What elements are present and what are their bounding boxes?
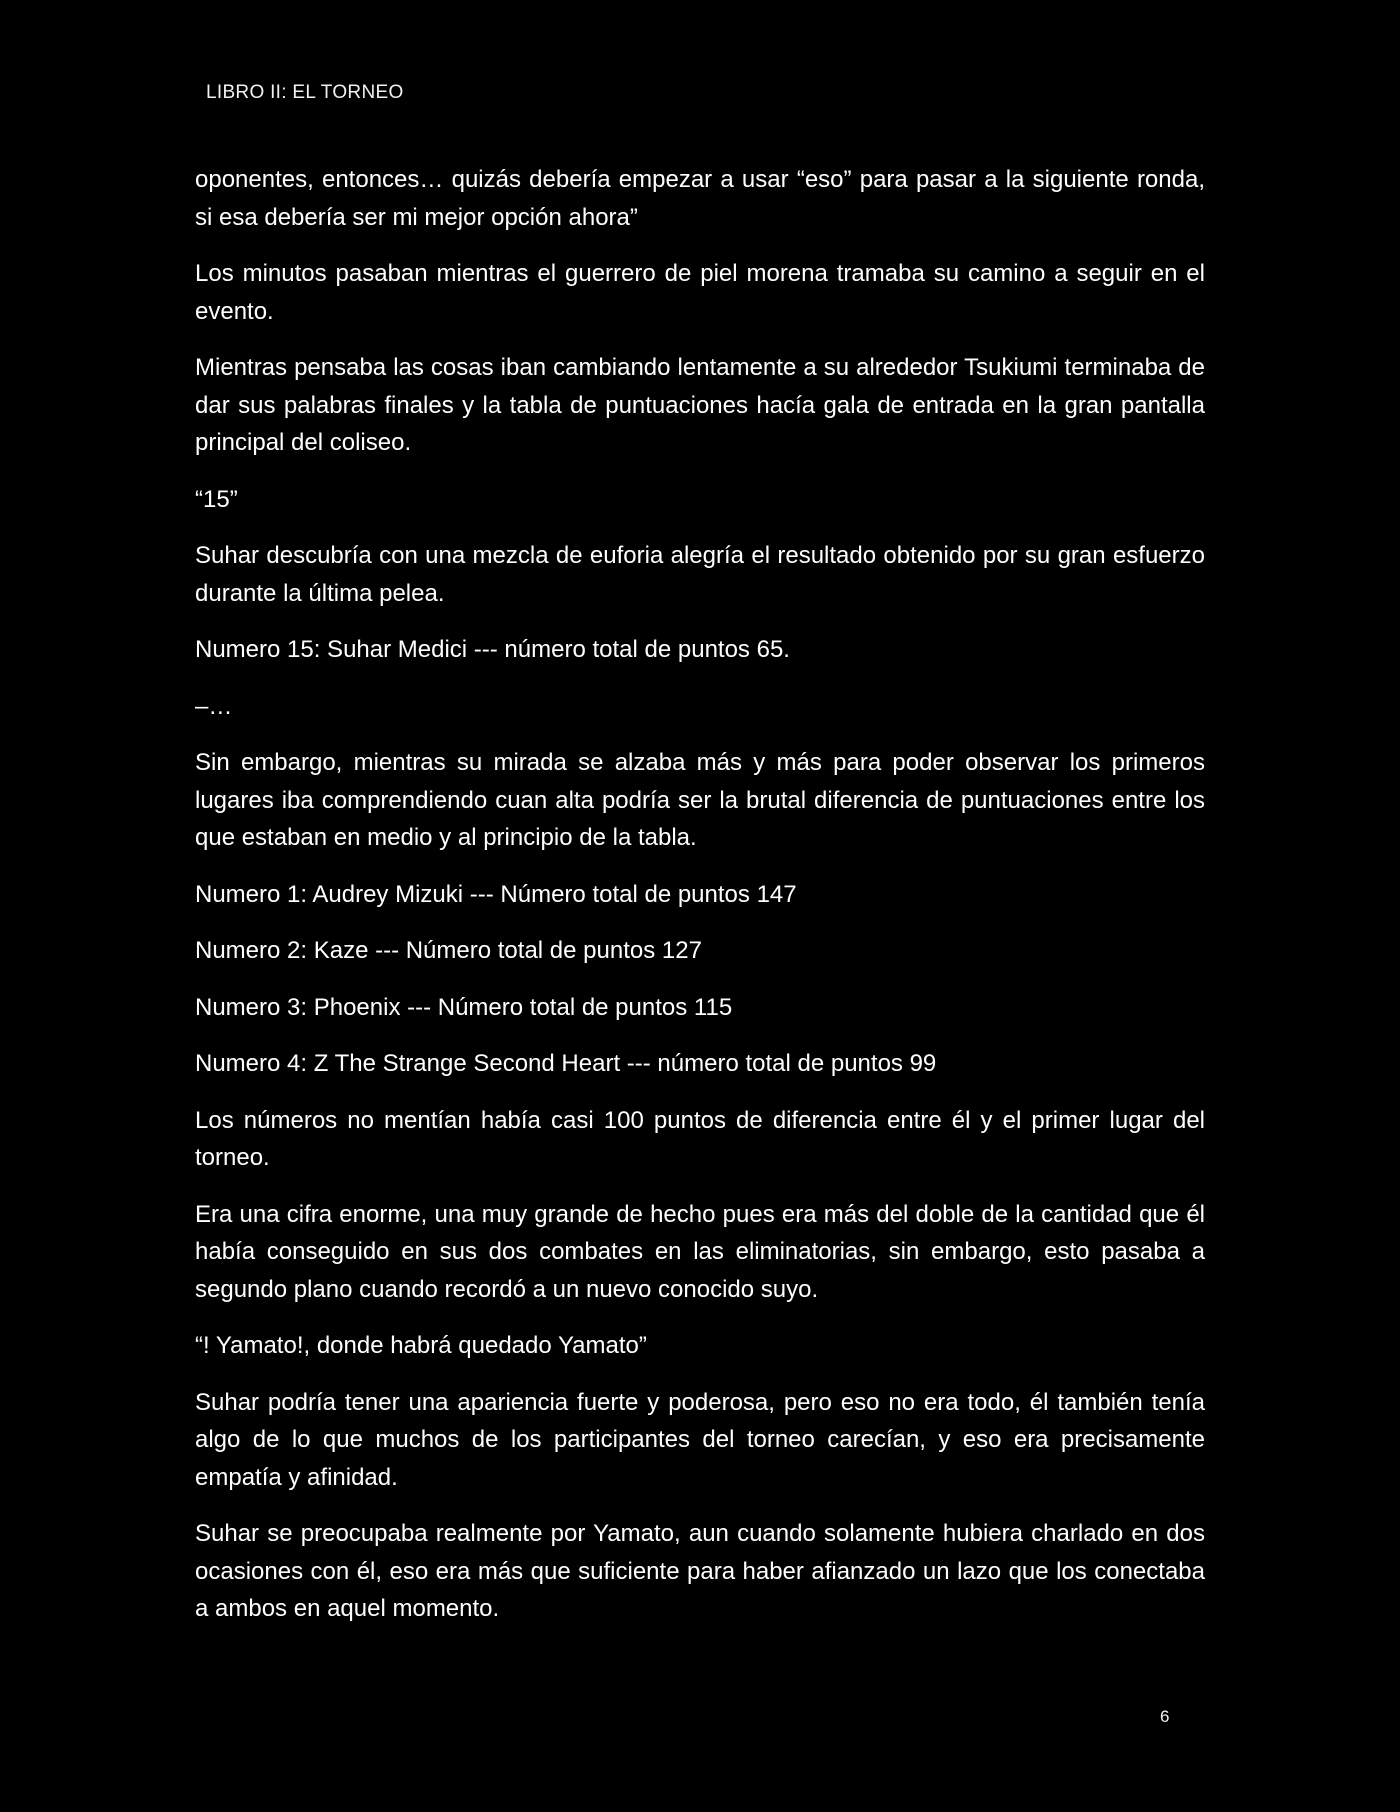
paragraph: Era una cifra enorme, una muy grande de hecho pues era más del doble de la cantidad que él había conseguido en sus dos combates en las eliminatorias, sin embargo, esto pasaba a segundo plano cuando recordó a un nuevo conocido suyo. xyxy=(195,1200,1205,1303)
page-body xyxy=(195,161,1205,1647)
score-line: Numero 1: Audrey Mizuki --- Número total de puntos 147 xyxy=(195,880,797,908)
running-header: LIBRO II: EL TORNEO xyxy=(206,82,404,103)
paragraph: Mientras pensaba las cosas iban cambiando lentamente a su alrededor Tsukiumi terminaba de dar sus palabras finales y la tabla de puntuaciones hacía gala de entrada en la gran pantalla principal del coliseo. xyxy=(195,354,1205,456)
dialogue-line: “15” xyxy=(195,485,238,513)
paragraph: Suhar podría tener una apariencia fuerte y poderosa, pero eso no era todo, él también tenía algo de lo que muchos de los participantes del torneo carecían, y eso era precisamente empatía y afinidad. xyxy=(195,1388,1205,1491)
paragraph: oponentes, entonces… quizás debería empezar a usar “eso” para pasar a la siguiente ronda, si esa debería ser mi mejor opción ahora” xyxy=(195,166,1205,231)
paragraph: Los minutos pasaban mientras el guerrero de piel morena tramaba su camino a seguir en el evento. xyxy=(195,260,1205,325)
page-number: 6 xyxy=(1160,1707,1170,1726)
score-line: Numero 4: Z The Strange Second Heart --- número total de puntos 99 xyxy=(195,1050,937,1077)
dialogue-line: “! Yamato!, donde habrá quedado Yamato” xyxy=(195,1332,647,1359)
dialogue-line: –… xyxy=(195,692,233,720)
paragraph: Los números no mentían había casi 100 puntos de diferencia entre él y el primer lugar del torneo. xyxy=(195,1106,1205,1171)
paragraph: Suhar descubría con una mezcla de euforia alegría el resultado obtenido por su gran esfuerzo durante la última pelea. xyxy=(195,542,1205,607)
paragraph: Sin embargo, mientras su mirada se alzaba más y más para poder observar los primeros lugares iba comprendiendo cuan alta podría ser la brutal diferencia de puntuaciones entre los que estaban en medio y al principio de la tabla. xyxy=(195,749,1205,851)
score-line: Numero 2: Kaze --- Número total de puntos 127 xyxy=(195,937,702,964)
score-line: Numero 15: Suhar Medici --- número total de puntos 65. xyxy=(195,636,790,663)
paragraph: Suhar se preocupaba realmente por Yamato, aun cuando solamente hubiera charlado en dos ocasiones con él, eso era más que suficiente para haber afianzado un lazo que los conectaba a ambos en aquel momento. xyxy=(195,1520,1205,1622)
score-line: Numero 3: Phoenix --- Número total de puntos 115 xyxy=(195,993,733,1021)
